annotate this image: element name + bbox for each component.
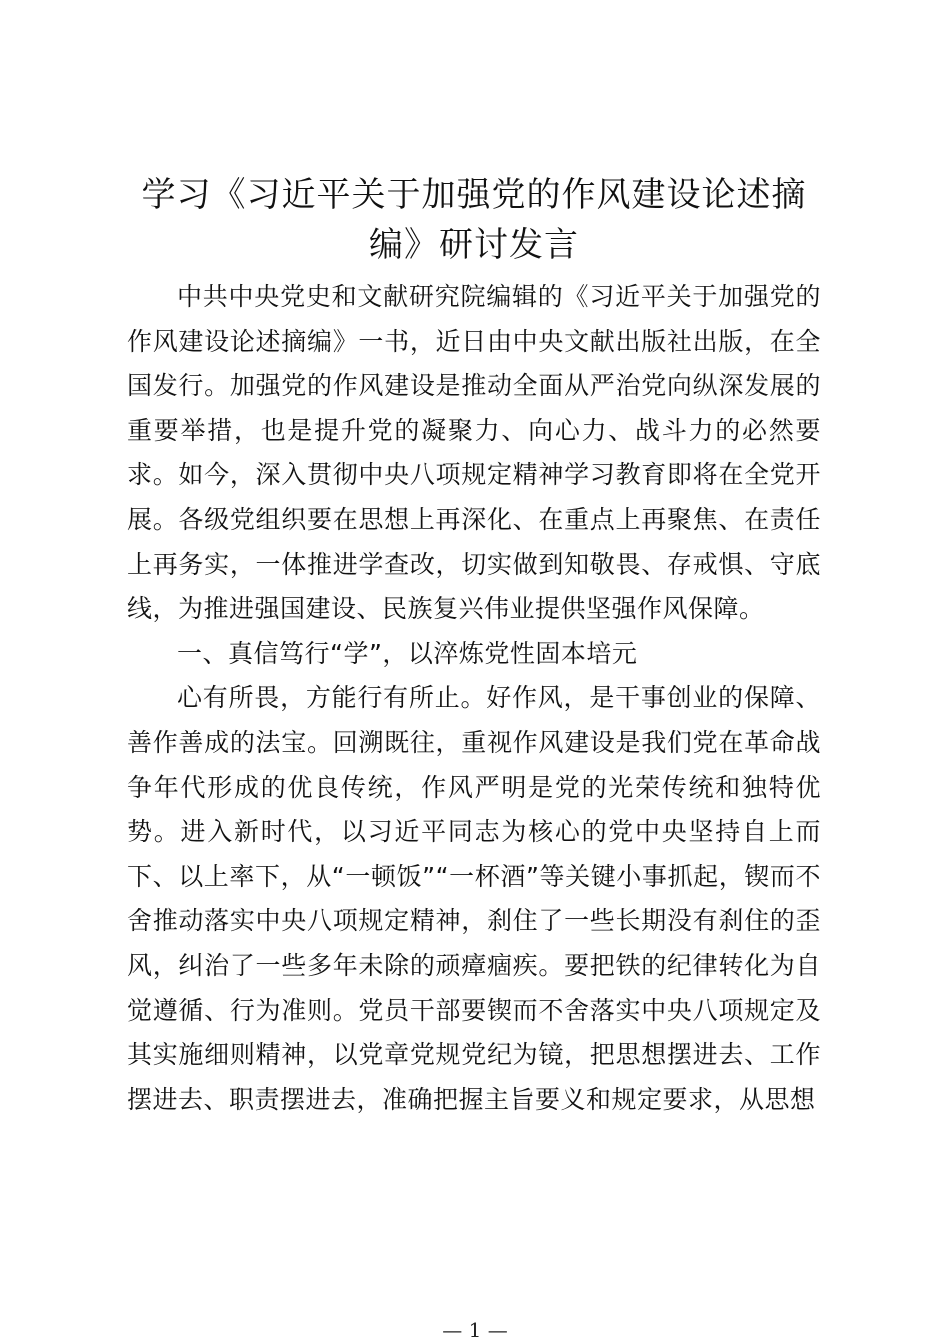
intro-paragraph: 中共中央党史和文献研究院编辑的《习近平关于加强党的作风建设论述摘编》一书，近日由中央文献出版社出版，在全国发行。加强党的作风建设是推动全面从严治党向纵深发展的重要举措，也是提升党的凝聚力、向心力、战斗力的必然要求。如今，深入贯彻中央八项规定精神学习教育即将在全党开展。各级党组织要在思想上再深化、在重点上再聚焦、在责任上再务实，一体推进学查改，切实做到知敬畏、存戒惧、守底线，为推进强国建设、民族复兴伟业提供坚强作风保障。 [127, 282, 821, 624]
page-number: — 1 — [442, 1318, 508, 1342]
section-1-paragraph: 心有所畏，方能行有所止。好作风，是干事创业的保障、善作善成的法宝。回溯既往，重视作风建设是我们党在革命战争年代形成的优良传统，作风严明是党的光荣传统和独特优势。进入新时代，以习近平同志为核心的党中央坚持自上而下、以上率下，从“一顿饭”“一杯酒”等关键小事抓起，锲而不舍推动落实中央八项规定精神，刹住了一些长期没有刹住的歪风，纠治了一些多年未除的顽瘴痼疾。要把铁的纪律转化为自觉遵循、行为准则。党员干部要锲而不舍落实中央八项规定及其实施细则精神，以党章党规党纪为镜，把思想摆进去、工作摆进去、职责摆进去，准确把握主旨要义和规定要求，从思想 [127, 683, 821, 1114]
document-title: 学习《习近平关于加强党的作风建设论述摘编》研讨发言 [141, 175, 807, 265]
section-heading-1: 一、真信笃行“学”，以淬炼党性固本培元 [177, 638, 638, 668]
document-body [127, 275, 821, 1122]
